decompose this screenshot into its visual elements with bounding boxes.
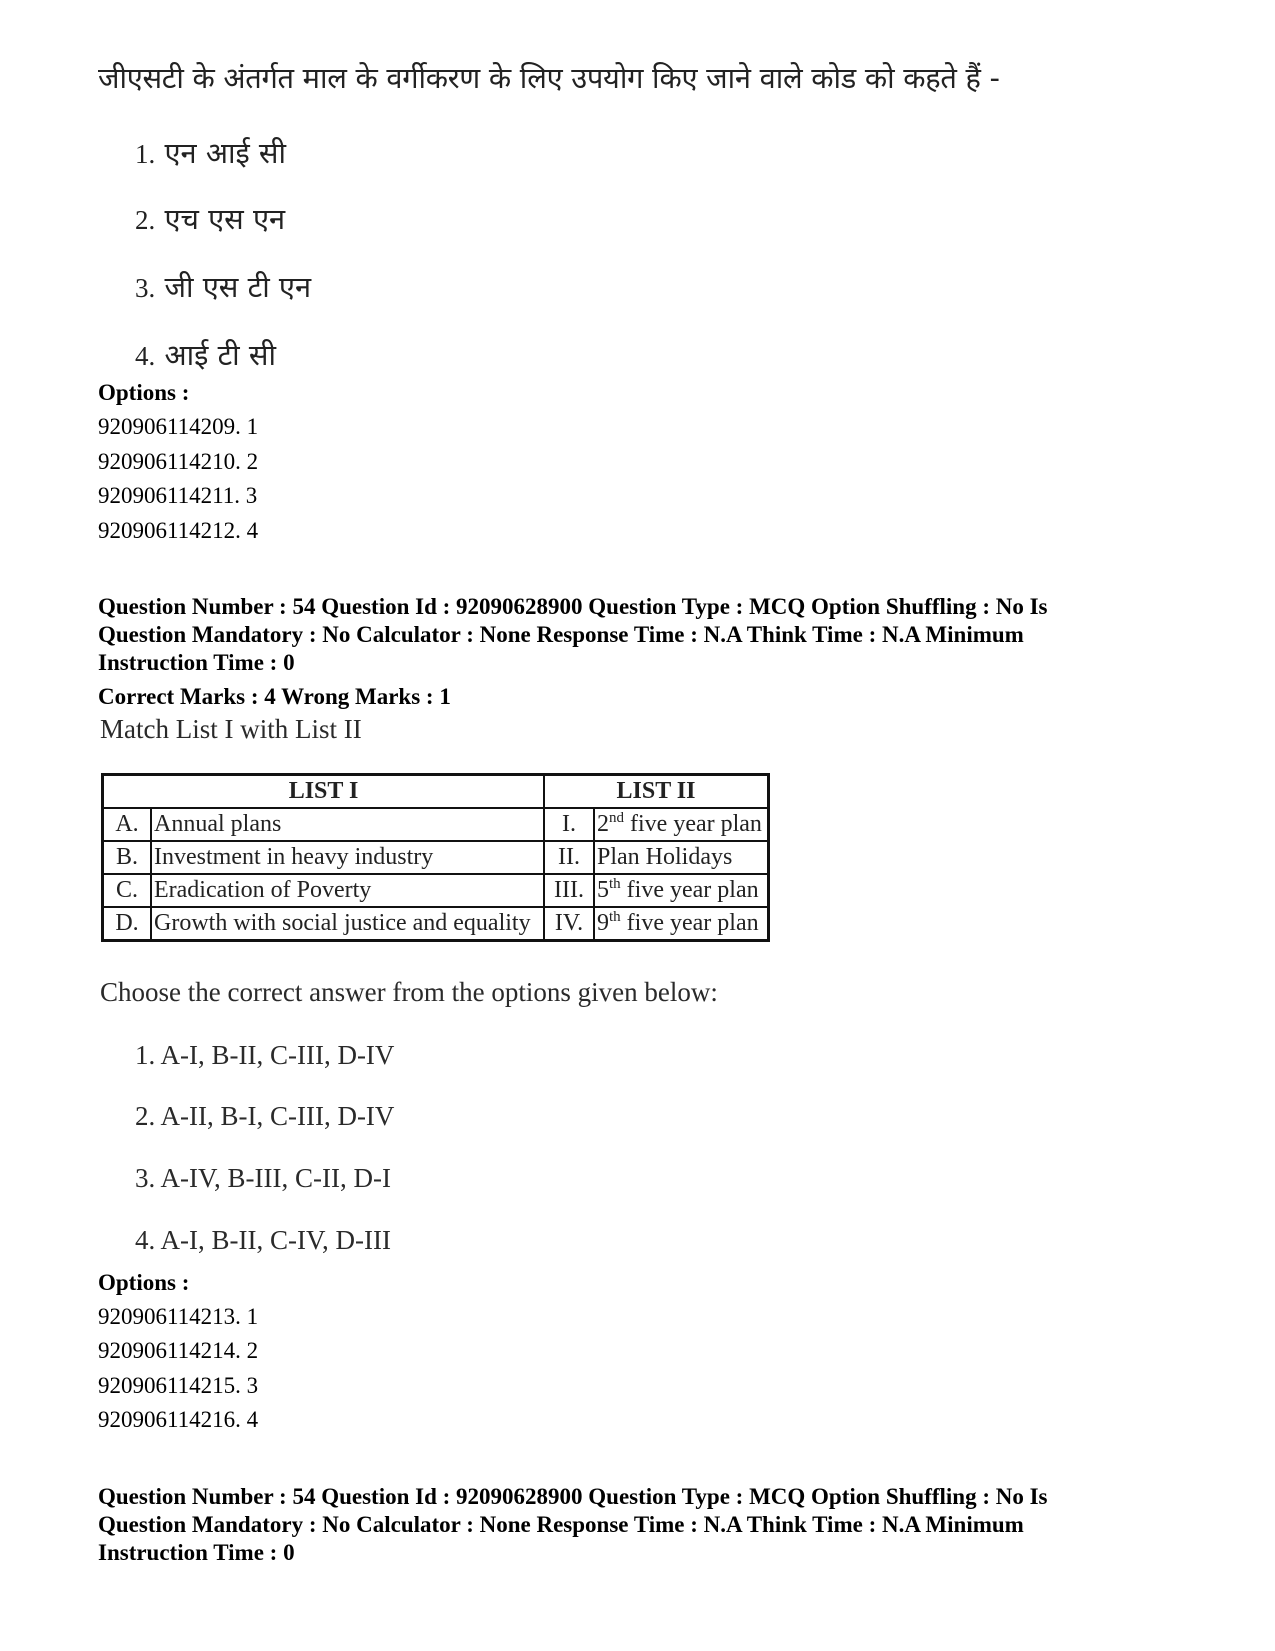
ordinal-number: 2	[597, 811, 609, 837]
ordinal-suffix: th	[609, 909, 621, 925]
list-i-item: Annual plans	[151, 808, 544, 841]
list-i-label: D.	[103, 907, 152, 941]
choice-text: एन आई सी	[164, 136, 287, 170]
table-row	[103, 907, 769, 941]
question-meta	[98, 593, 1188, 677]
option-id: 920906114215. 3	[98, 1373, 259, 1398]
option-id: 920906114213. 1	[98, 1304, 259, 1329]
table-row	[103, 841, 769, 874]
list-i-item: Eradication of Poverty	[151, 874, 544, 907]
list-ii-text: five year plan	[624, 811, 762, 837]
choice-item: 4. A-I, B-II, C-IV, D-III	[135, 1225, 391, 1255]
choice-number: 4.	[135, 341, 156, 371]
choice-text: आई टी सी	[164, 338, 277, 372]
list-i-label: A.	[103, 808, 152, 841]
table-row	[103, 874, 769, 907]
choice-number: 3.	[135, 273, 156, 303]
choose-instruction: Choose the correct answer from the options given below:	[100, 977, 718, 1007]
table-header-row	[103, 775, 769, 809]
list-ii-item	[594, 874, 769, 907]
option-id: 920906114214. 2	[98, 1338, 259, 1363]
ordinal-number: 5	[597, 877, 609, 903]
choice-item: 3. A-IV, B-III, C-II, D-I	[135, 1163, 391, 1193]
meta-line: Question Mandatory : No Calculator : None Response Time : N.A Think Time : N.A Minimum	[98, 622, 1024, 647]
choice-item	[135, 267, 311, 306]
ordinal-number: 9	[597, 910, 609, 936]
list-ii-item	[594, 808, 769, 841]
list-ii-label: I.	[544, 808, 594, 841]
list-i-item: Growth with social justice and equality	[151, 907, 544, 941]
choice-item	[135, 199, 285, 238]
choice-item: 1. A-I, B-II, C-III, D-IV	[135, 1040, 395, 1070]
question-meta	[98, 1483, 1188, 1567]
list-ii-text: Plan Holidays	[597, 844, 733, 870]
list-i-header: LIST I	[103, 775, 545, 809]
options-label: Options :	[98, 380, 190, 405]
list-i-label: C.	[103, 874, 152, 907]
choice-item	[135, 335, 276, 374]
list-ii-header: LIST II	[544, 775, 769, 809]
question-text-hindi: जीएसटी के अंतर्गत माल के वर्गीकरण के लिए उपयोग किए जाने वाले कोड को कहते हैं -	[98, 61, 1000, 95]
list-ii-label: II.	[544, 841, 594, 874]
meta-line: Question Number : 54 Question Id : 92090628900 Question Type : MCQ Option Shuffling : No Is	[98, 594, 1048, 619]
choice-text: जी एस टी एन	[164, 270, 312, 304]
option-id: 920906114209. 1	[98, 414, 259, 439]
meta-line: Question Number : 54 Question Id : 92090628900 Question Type : MCQ Option Shuffling : No Is	[98, 1484, 1048, 1509]
marks-info: Correct Marks : 4 Wrong Marks : 1	[98, 684, 451, 709]
ordinal-suffix: th	[609, 876, 621, 892]
option-id: 920906114210. 2	[98, 449, 259, 474]
choice-number: 1.	[135, 139, 156, 169]
match-title: Match List I with List II	[100, 714, 362, 744]
list-ii-label: III.	[544, 874, 594, 907]
choice-number: 2.	[135, 205, 156, 235]
table-row	[103, 808, 769, 841]
choice-item	[135, 133, 286, 172]
list-ii-text: five year plan	[620, 910, 759, 936]
choice-item: 2. A-II, B-I, C-III, D-IV	[135, 1101, 395, 1131]
list-ii-item	[594, 907, 769, 941]
option-id: 920906114211. 3	[98, 483, 258, 508]
meta-line: Question Mandatory : No Calculator : None Response Time : N.A Think Time : N.A Minimum	[98, 1512, 1024, 1537]
list-ii-item	[594, 841, 769, 874]
list-ii-text: five year plan	[620, 877, 759, 903]
meta-line: Instruction Time : 0	[98, 1540, 295, 1565]
ordinal-suffix: nd	[609, 810, 624, 826]
list-i-item: Investment in heavy industry	[151, 841, 544, 874]
match-table	[101, 773, 770, 942]
list-i-label: B.	[103, 841, 152, 874]
meta-line: Instruction Time : 0	[98, 650, 295, 675]
list-ii-label: IV.	[544, 907, 594, 941]
option-id: 920906114216. 4	[98, 1407, 259, 1432]
option-id: 920906114212. 4	[98, 518, 259, 543]
options-label: Options :	[98, 1270, 190, 1295]
choice-text: एच एस एन	[164, 202, 286, 236]
